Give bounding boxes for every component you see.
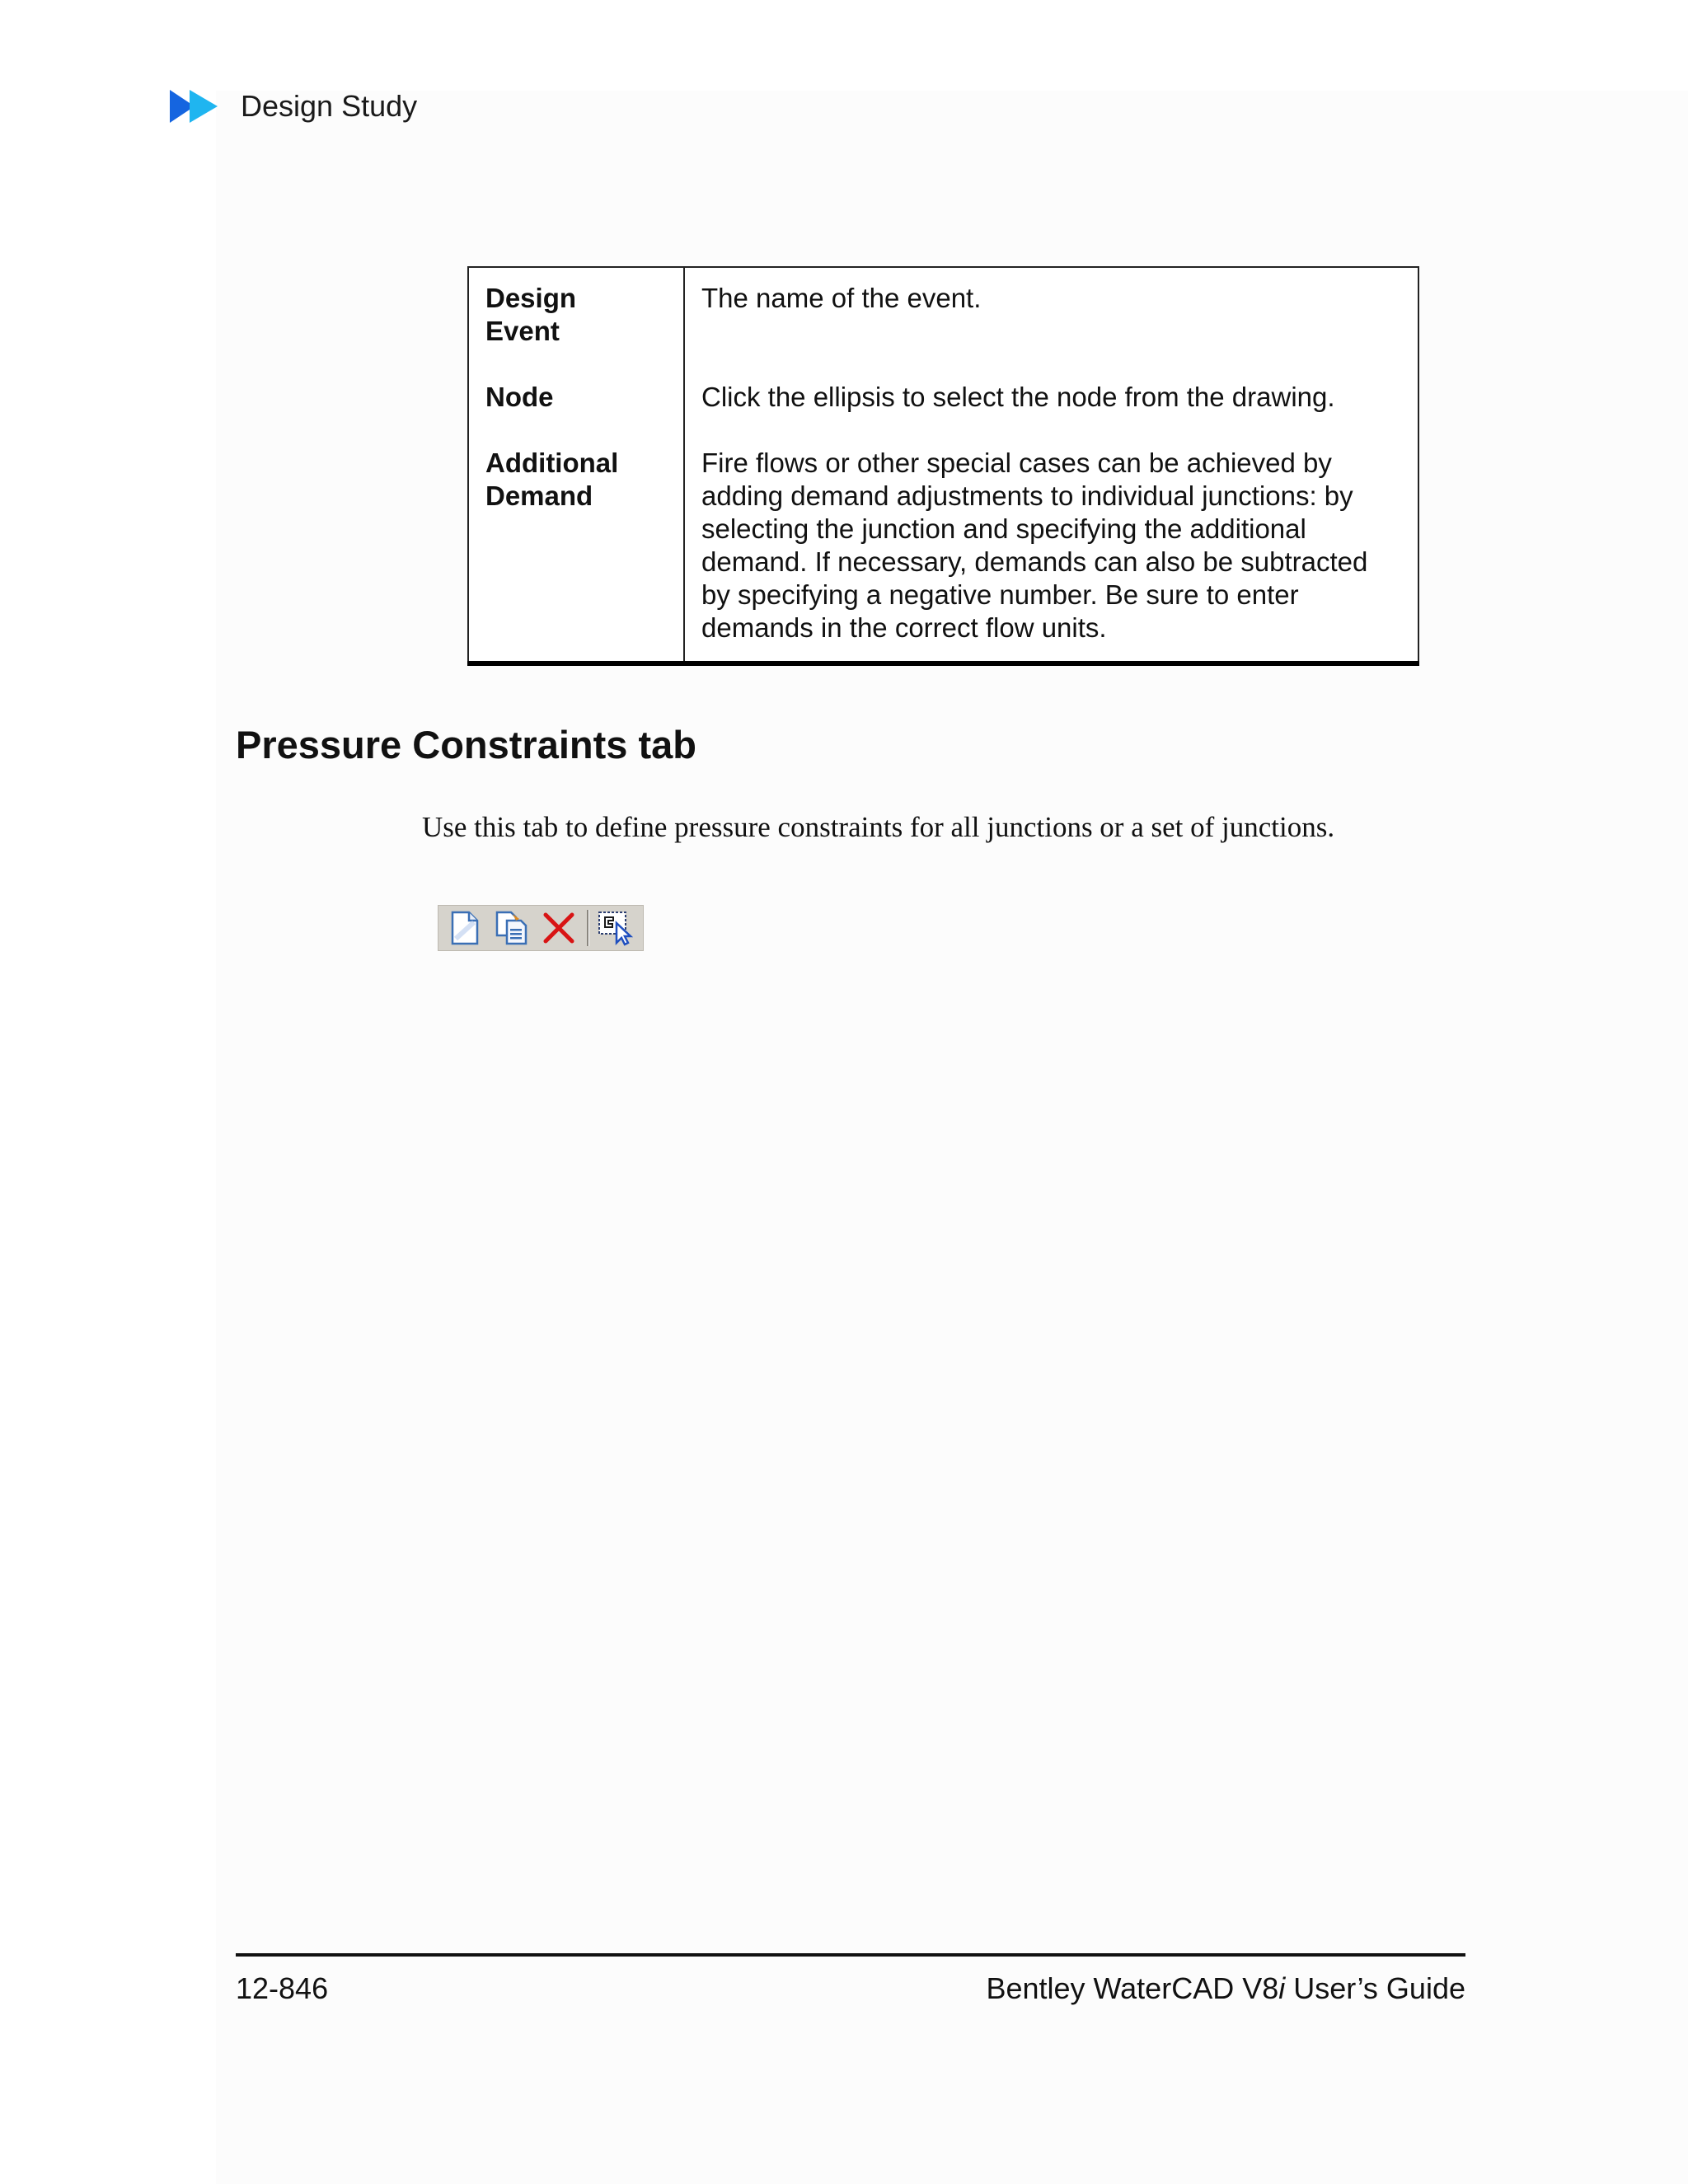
section-intro: Use this tab to define pressure constraints for all junctions or a set of junctions.	[422, 811, 1335, 843]
table-row	[468, 267, 1418, 348]
new-document-icon	[449, 911, 481, 945]
footer-rule	[236, 1953, 1465, 1957]
chapter-title: Design Study	[241, 89, 418, 123]
parameter-table	[467, 266, 1419, 666]
toolbar	[438, 905, 644, 951]
description-cell: Click the ellipsis to select the node from the drawing.	[701, 382, 1335, 412]
duplicate-button[interactable]	[494, 908, 531, 948]
select-from-drawing-button[interactable]	[596, 908, 633, 948]
description-cell: Fire flows or other special cases can be achieved by adding demand adjustments to individual junctions: by selecting the junction and specifying the additional demand. If necessary, demands can also be subtracted by specifying a negative number. Be sure to enter demands in the correct flow units.	[701, 448, 1368, 643]
term-cell: Design Event	[468, 267, 684, 348]
copy-document-icon	[495, 911, 529, 945]
guide-title	[986, 1971, 1465, 2006]
select-from-drawing-icon	[597, 910, 633, 946]
double-chevron-right-icon	[170, 88, 223, 124]
delete-button[interactable]	[541, 908, 578, 948]
delete-x-icon	[542, 912, 575, 944]
running-header	[170, 86, 417, 127]
term-cell: Additional Demand	[468, 414, 684, 663]
section-heading: Pressure Constraints tab	[236, 723, 696, 766]
description-cell: The name of the event.	[701, 283, 982, 313]
toolbar-separator	[587, 910, 589, 946]
term-cell: Node	[468, 348, 684, 414]
guide-title-italic: i	[1278, 1971, 1286, 2005]
page-number: 12-846	[236, 1971, 329, 2005]
table-row	[468, 414, 1418, 663]
table-row	[468, 348, 1418, 414]
new-button[interactable]	[447, 908, 484, 948]
guide-title-suffix: User’s Guide	[1285, 1971, 1465, 2005]
guide-title-prefix: Bentley WaterCAD V8	[986, 1971, 1279, 2005]
